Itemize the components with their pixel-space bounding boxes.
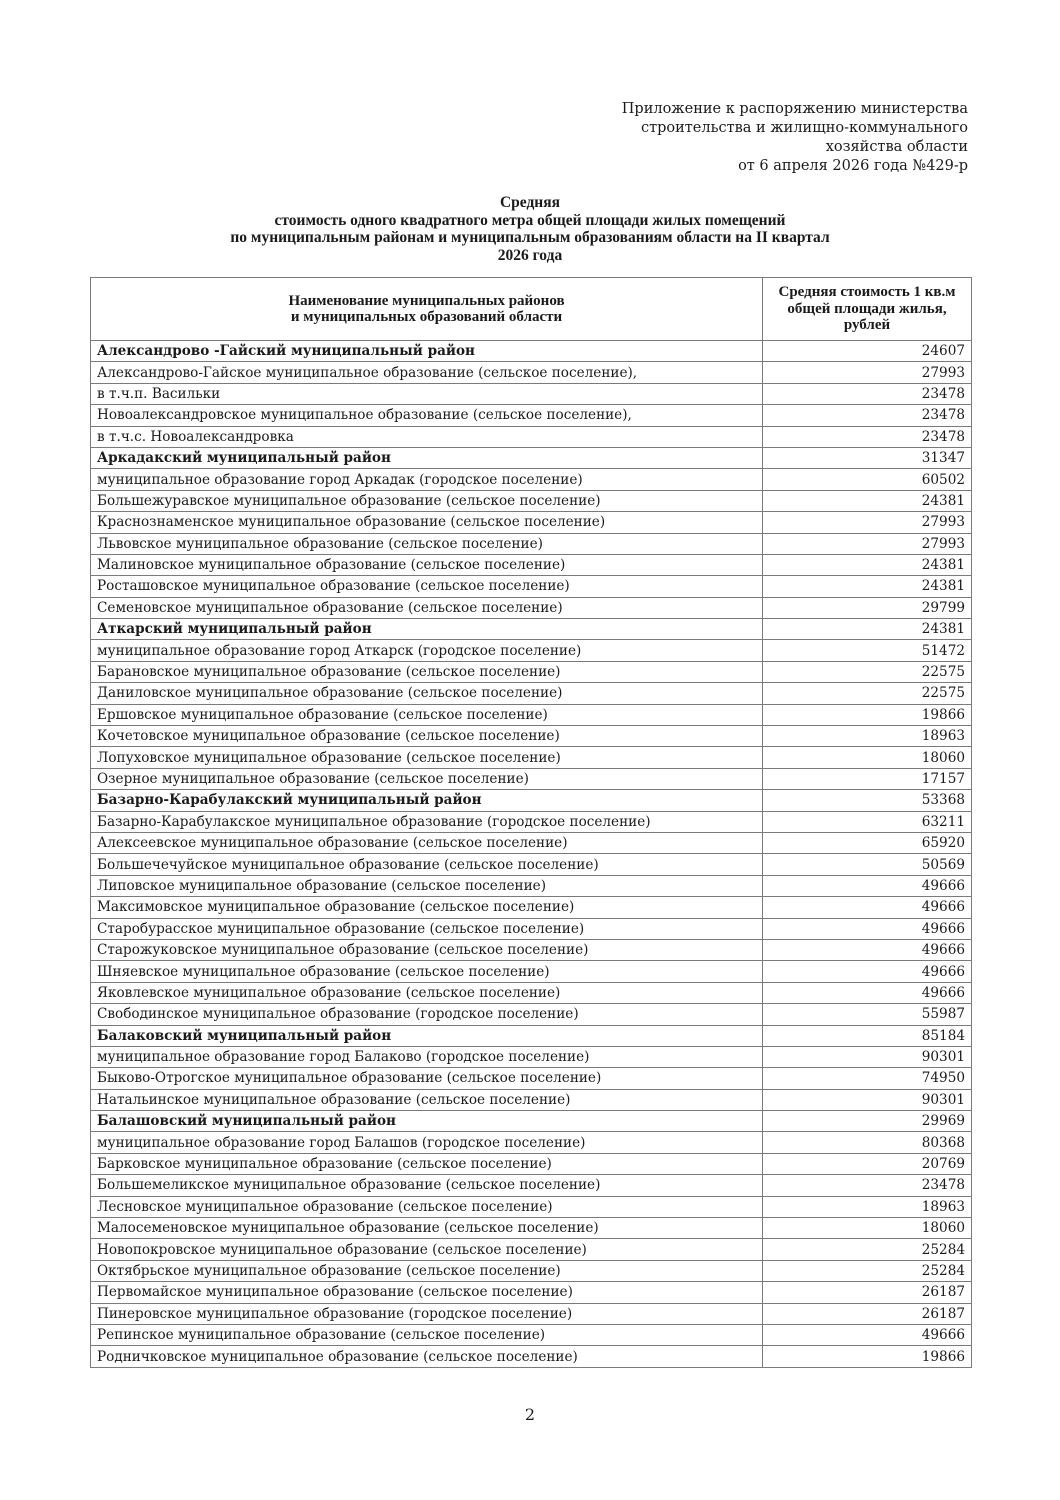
district-row: [91, 619, 972, 640]
district-name: Александрово -Гайский муниципальный район: [91, 341, 763, 362]
municipality-name: Лесновское муниципальное образование (сельское поселение): [91, 1196, 763, 1217]
municipality-name: Яковлевское муниципальное образование (сельское поселение): [91, 982, 763, 1003]
table-row: [91, 875, 972, 896]
price-value: 65920: [763, 832, 972, 853]
table-row: [91, 362, 972, 383]
table-row: [91, 811, 972, 832]
price-value: 74950: [763, 1068, 972, 1089]
municipality-name: в т.ч.п. Васильки: [91, 383, 763, 404]
table-row: [91, 704, 972, 725]
municipality-name: Семеновское муниципальное образование (сельское поселение): [91, 597, 763, 618]
municipality-name: Росташовское муниципальное образование (сельское поселение): [91, 576, 763, 597]
appendix-line: строительства и жилищно-коммунального: [640, 120, 968, 136]
price-value: 80368: [763, 1132, 972, 1153]
price-value: 24381: [763, 490, 972, 511]
appendix-line: хозяйства области: [825, 139, 968, 155]
price-value: 85184: [763, 1025, 972, 1046]
municipality-name: Базарно-Карабулакское муниципальное образование (городское поселение): [91, 811, 763, 832]
price-value: 53368: [763, 790, 972, 811]
price-value: 50569: [763, 854, 972, 875]
municipality-name: в т.ч.с. Новоалександровка: [91, 426, 763, 447]
table-row: [91, 832, 972, 853]
price-value: 63211: [763, 811, 972, 832]
table-row: [91, 426, 972, 447]
table-header-row: [91, 278, 972, 341]
price-value: 23478: [763, 426, 972, 447]
column-header-name: [91, 278, 763, 341]
district-name: Балаковский муниципальный район: [91, 1025, 763, 1046]
header-line: общей площади жилья,: [787, 300, 947, 317]
table-row: [91, 1260, 972, 1281]
price-value: 24607: [763, 341, 972, 362]
municipality-name: Пинеровское муниципальное образование (городское поселение): [91, 1303, 763, 1324]
price-value: 60502: [763, 469, 972, 490]
header-line: Средняя стоимость 1 кв.м: [778, 284, 956, 301]
municipality-name: Репинское муниципальное образование (сельское поселение): [91, 1324, 763, 1345]
table-row: [91, 747, 972, 768]
municipality-name: муниципальное образование город Балашов (городское поселение): [91, 1132, 763, 1153]
price-value: 27993: [763, 362, 972, 383]
price-value: 23478: [763, 405, 972, 426]
table-row: [91, 854, 972, 875]
price-value: 26187: [763, 1303, 972, 1324]
municipality-name: Лопуховское муниципальное образование (сельское поселение): [91, 747, 763, 768]
municipality-name: Новопокровское муниципальное образование (сельское поселение): [91, 1239, 763, 1260]
title-line: 2026 года: [497, 246, 563, 264]
municipality-name: муниципальное образование город Аткарск (городское поселение): [91, 640, 763, 661]
table-row: [91, 982, 972, 1003]
municipality-name: Барковское муниципальное образование (сельское поселение): [91, 1153, 763, 1174]
price-value: 20769: [763, 1153, 972, 1174]
municipality-name: Львовское муниципальное образование (сельское поселение): [91, 533, 763, 554]
header-line: и муниципальных образований области: [290, 309, 563, 325]
price-value: 49666: [763, 939, 972, 960]
appendix-line: от 6 апреля 2026 года №429-р: [738, 158, 968, 174]
district-row: [91, 341, 972, 362]
municipality-name: Ершовское муниципальное образование (сельское поселение): [91, 704, 763, 725]
price-value: 49666: [763, 918, 972, 939]
price-value: 90301: [763, 1046, 972, 1067]
table-row: [91, 383, 972, 404]
table-row: [91, 1046, 972, 1067]
table-body: [91, 341, 972, 1368]
price-value: 24381: [763, 619, 972, 640]
price-value: 90301: [763, 1089, 972, 1110]
municipality-name: Алексеевское муниципальное образование (сельское поселение): [91, 832, 763, 853]
price-value: 18963: [763, 726, 972, 747]
table-row: [91, 597, 972, 618]
municipality-name: Большечечуйское муниципальное образование (сельское поселение): [91, 854, 763, 875]
municipality-name: Старобурасское муниципальное образование (сельское поселение): [91, 918, 763, 939]
table-row: [91, 1089, 972, 1110]
price-value: 24381: [763, 554, 972, 575]
district-name: Балашовский муниципальный район: [91, 1111, 763, 1132]
municipality-name: Даниловское муниципальное образование (сельское поселение): [91, 683, 763, 704]
municipality-name: Первомайское муниципальное образование (сельское поселение): [91, 1282, 763, 1303]
table-row: [91, 683, 972, 704]
table-row: [91, 640, 972, 661]
table-row: [91, 726, 972, 747]
municipality-name: Александрово-Гайское муниципальное образование (сельское поселение),: [91, 362, 763, 383]
municipality-name: муниципальное образование город Балаково (городское поселение): [91, 1046, 763, 1067]
table-row: [91, 1239, 972, 1260]
municipality-name: Максимовское муниципальное образование (сельское поселение): [91, 897, 763, 918]
price-value: 27993: [763, 512, 972, 533]
table-row: [91, 961, 972, 982]
price-value: 29969: [763, 1111, 972, 1132]
price-value: 18060: [763, 1218, 972, 1239]
table-row: [91, 490, 972, 511]
table-row: [91, 1324, 972, 1345]
price-value: 51472: [763, 640, 972, 661]
price-value: 22575: [763, 683, 972, 704]
table-row: [91, 897, 972, 918]
district-row: [91, 1111, 972, 1132]
price-value: 24381: [763, 576, 972, 597]
municipality-name: Большемеликское муниципальное образование (сельское поселение): [91, 1175, 763, 1196]
price-value: 49666: [763, 982, 972, 1003]
district-row: [91, 790, 972, 811]
header-line: Наименование муниципальных районов: [288, 292, 565, 309]
table-row: [91, 1068, 972, 1089]
municipality-name: Шняевское муниципальное образование (сельское поселение): [91, 961, 763, 982]
municipality-name: Октябрьское муниципальное образование (сельское поселение): [91, 1260, 763, 1281]
price-value: 25284: [763, 1239, 972, 1260]
table-row: [91, 939, 972, 960]
municipality-name: Старожуковское муниципальное образование (сельское поселение): [91, 939, 763, 960]
column-header-price: [763, 278, 972, 341]
table-row: [91, 512, 972, 533]
municipality-name: муниципальное образование город Аркадак (городское поселение): [91, 469, 763, 490]
table-row: [91, 1175, 972, 1196]
price-value: 29799: [763, 597, 972, 618]
district-row: [91, 1025, 972, 1046]
price-value: 49666: [763, 897, 972, 918]
municipality-name: Барановское муниципальное образование (сельское поселение): [91, 661, 763, 682]
price-value: 26187: [763, 1282, 972, 1303]
table-row: [91, 405, 972, 426]
appendix-line: Приложение к распоряжению министерства: [621, 101, 968, 117]
district-name: Аткарский муниципальный район: [91, 619, 763, 640]
table-row: [91, 533, 972, 554]
table-row: [91, 576, 972, 597]
appendix-header: [548, 100, 968, 176]
price-value: 31347: [763, 447, 972, 468]
municipality-name: Новоалександровское муниципальное образование (сельское поселение),: [91, 405, 763, 426]
municipality-name: Большежуравское муниципальное образование (сельское поселение): [91, 490, 763, 511]
price-value: 27993: [763, 533, 972, 554]
municipality-name: Кочетовское муниципальное образование (сельское поселение): [91, 726, 763, 747]
municipality-name: Озерное муниципальное образование (сельское поселение): [91, 768, 763, 789]
table-row: [91, 1196, 972, 1217]
table-row: [91, 918, 972, 939]
price-table: [90, 277, 972, 1368]
title-line: Средняя: [499, 194, 561, 211]
price-value: 18060: [763, 747, 972, 768]
table-row: [91, 1132, 972, 1153]
municipality-name: Быково-Отрогское муниципальное образование (сельское поселение): [91, 1068, 763, 1089]
district-name: Аркадакский муниципальный район: [91, 447, 763, 468]
price-value: 18963: [763, 1196, 972, 1217]
table-row: [91, 1303, 972, 1324]
municipality-name: Натальинское муниципальное образование (сельское поселение): [91, 1089, 763, 1110]
title-line: стоимость одного квадратного метра общей площади жилых помещений: [274, 211, 786, 229]
price-value: 25284: [763, 1260, 972, 1281]
page-number: 2: [524, 1405, 536, 1424]
price-value: 22575: [763, 661, 972, 682]
table-row: [91, 768, 972, 789]
municipality-name: Свободинское муниципальное образование (городское поселение): [91, 1004, 763, 1025]
table-row: [91, 1218, 972, 1239]
table-row: [91, 661, 972, 682]
district-name: Базарно-Карабулакский муниципальный район: [91, 790, 763, 811]
title-line: по муниципальным районам и муниципальным образованиям области на II квартал: [230, 229, 830, 246]
price-value: 49666: [763, 1324, 972, 1345]
table-row: [91, 469, 972, 490]
municipality-name: Малосеменовское муниципальное образование (сельское поселение): [91, 1218, 763, 1239]
table-row: [91, 1282, 972, 1303]
table-row: [91, 1346, 972, 1367]
document-title: [90, 194, 970, 264]
price-value: 55987: [763, 1004, 972, 1025]
header-line: рублей: [843, 317, 891, 334]
price-value: 23478: [763, 1175, 972, 1196]
price-value: 19866: [763, 704, 972, 725]
municipality-name: Липовское муниципальное образование (сельское поселение): [91, 875, 763, 896]
table-row: [91, 1153, 972, 1174]
price-value: 23478: [763, 383, 972, 404]
price-value: 19866: [763, 1346, 972, 1367]
price-value: 49666: [763, 961, 972, 982]
table-row: [91, 1004, 972, 1025]
price-value: 49666: [763, 875, 972, 896]
district-row: [91, 447, 972, 468]
municipality-name: Краснознаменское муниципальное образование (сельское поселение): [91, 512, 763, 533]
table-row: [91, 554, 972, 575]
price-value: 17157: [763, 768, 972, 789]
municipality-name: Малиновское муниципальное образование (сельское поселение): [91, 554, 763, 575]
municipality-name: Родничковское муниципальное образование (сельское поселение): [91, 1346, 763, 1367]
